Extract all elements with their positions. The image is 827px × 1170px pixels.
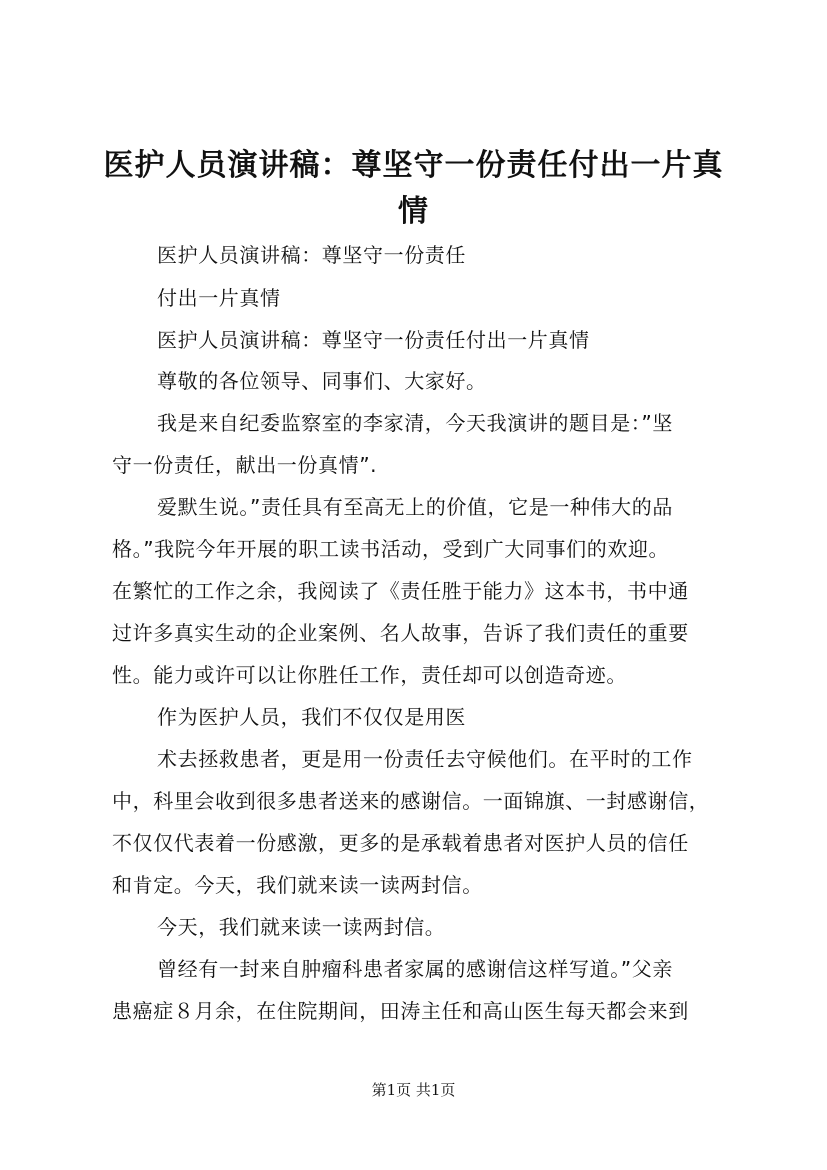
document-title bbox=[100, 143, 727, 235]
body-line: 付出一片真情 bbox=[157, 286, 281, 310]
title-line-1: 医护人员演讲稿：尊坚守一份责任付出一片真 bbox=[103, 148, 724, 183]
body-line: 尊敬的各位领导、同事们、大家好。 bbox=[157, 369, 487, 393]
body-line: 患癌症８月余，在住院期间，田涛主任和高山医生每天都会来到 bbox=[112, 999, 689, 1023]
body-line: 今天，我们就来读一读两封信。 bbox=[157, 915, 446, 939]
body-line: 医护人员演讲稿：尊坚守一份责任 bbox=[157, 243, 466, 267]
body-line: 曾经有一封来自肿瘤科患者家属的感谢信这样写道。”父亲 bbox=[157, 957, 673, 981]
page-footer: 第1页 共1页 bbox=[371, 1081, 456, 1099]
body-line: 医护人员演讲稿：尊坚守一份责任付出一片真情 bbox=[157, 328, 590, 352]
body-line: 格。”我院今年开展的职工读书活动，受到广大同事们的欢迎。 bbox=[112, 537, 670, 561]
body-line: 性。能力或许可以让你胜任工作，责任却可以创造奇迹。 bbox=[112, 663, 627, 687]
body-line: 作为医护人员，我们不仅仅是用医 bbox=[157, 705, 466, 729]
body-line: 过许多真实生动的企业案例、名人故事，告诉了我们责任的重要 bbox=[112, 621, 689, 645]
title-line-2: 情 bbox=[398, 194, 429, 229]
body-line: 不仅仅代表着一份感激，更多的是承载着患者对医护人员的信任 bbox=[112, 831, 689, 855]
body-line: 守一份责任，献出一份真情”. bbox=[112, 453, 378, 477]
body-line: 爱默生说。”责任具有至高无上的价值，它是一种伟大的品 bbox=[157, 495, 673, 519]
body-line: 我是来自纪委监察室的李家清，今天我演讲的题目是：”坚 bbox=[157, 411, 673, 435]
body-line: 在繁忙的工作之余，我阅读了《责任胜于能力》这本书，书中通 bbox=[112, 579, 689, 603]
body-line: 和肯定。今天，我们就来读一读两封信。 bbox=[112, 873, 483, 897]
body-line: 中，科里会收到很多患者送来的感谢信。一面锦旗、一封感谢信， bbox=[112, 789, 710, 813]
body-line: 术去拯救患者，更是用一份责任去守候他们。在平时的工作 bbox=[157, 747, 693, 771]
